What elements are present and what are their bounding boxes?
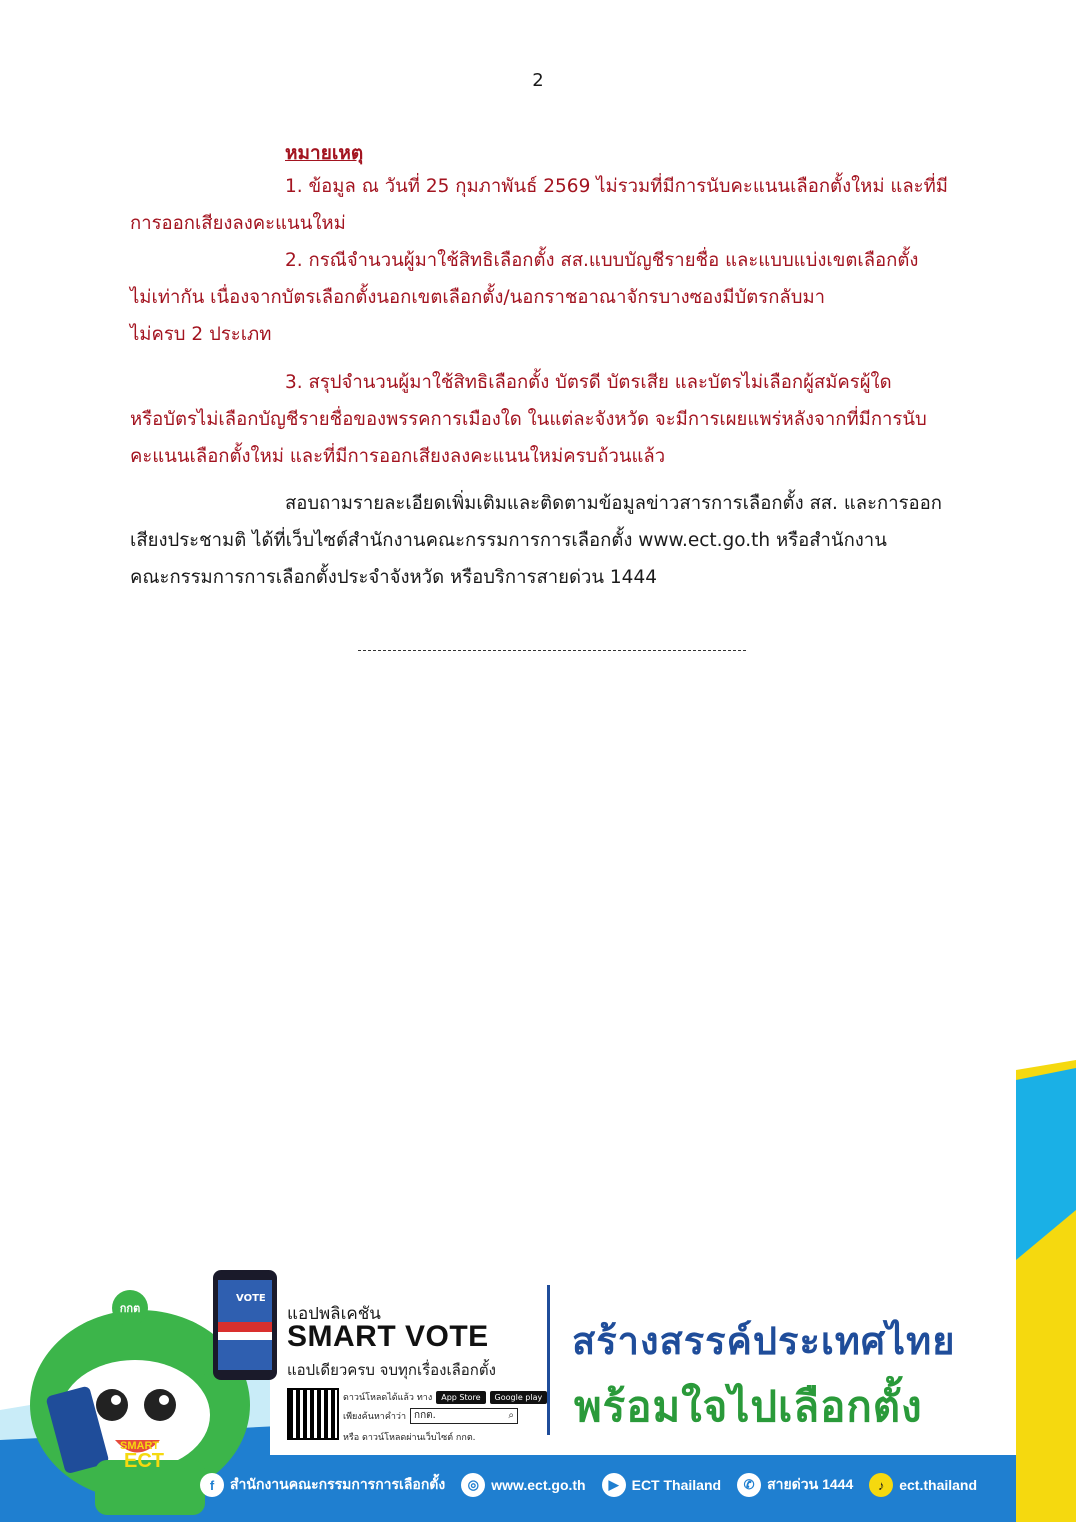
search-row: [343, 1408, 518, 1424]
notes-heading: หมายเหตุ: [285, 142, 364, 164]
youtube-label: ECT Thailand: [631, 1477, 722, 1493]
app-store-button[interactable]: App Store: [436, 1391, 485, 1404]
tiktok-icon: ♪: [869, 1473, 893, 1497]
contact-paragraph: [130, 485, 975, 596]
mascot-label-smart: SMART: [120, 1440, 160, 1452]
page-number: 2: [532, 70, 544, 91]
note-item-3-line-3: คะแนนเลือกตั้งใหม่ และที่มีการออกเสียงลงคะแนนใหม่ครบถ้วนแล้ว: [130, 446, 666, 467]
google-play-button[interactable]: Google play: [490, 1391, 548, 1404]
contact-line-1: สอบถามรายละเอียดเพิ่มเติมและติดตามข้อมูลข่าวสารการเลือกตั้ง สส. และการออก: [285, 493, 942, 514]
phone-logo: VOTE: [236, 1293, 266, 1304]
website-label: www.ect.go.th: [491, 1477, 586, 1493]
banner-headline-1: สร้างสรรค์ประเทศไทย: [572, 1319, 956, 1363]
youtube-link[interactable]: [602, 1473, 721, 1497]
banner-vertical-divider: [547, 1285, 550, 1435]
app-tagline: แอปเดียวครบ จบทุกเรื่องเลือกตั้ง: [287, 1361, 496, 1379]
download-label: ดาวน์โหลดได้แล้ว ทาง: [343, 1393, 433, 1403]
search-value: กกต.: [414, 1410, 436, 1421]
note-item-2-line-1: 2. กรณีจำนวนผู้มาใช้สิทธิเลือกตั้ง สส.แบบบัญชีรายชื่อ และแบบแบ่งเขตเลือกตั้ง: [285, 250, 919, 271]
section-divider: [358, 650, 746, 651]
facebook-icon: f: [200, 1473, 224, 1497]
globe-icon: ◎: [461, 1473, 485, 1497]
app-label: แอปพลิเคชัน: [287, 1304, 381, 1324]
website-download-text: หรือ ดาวน์โหลดผ่านเว็บไซต์ กกต.: [343, 1433, 476, 1443]
note-item-3-line-2: หรือบัตรไม่เลือกบัญชีรายชื่อของพรรคการเมืองใด ในแต่ละจังหวัด จะมีการเผยแพร่หลังจากที่มีการนับ: [130, 409, 927, 430]
note-item-1-line-1: 1. ข้อมูล ณ วันที่ 25 กุมภาพันธ์ 2569 ไม่รวมที่มีการนับคะแนนเลือกตั้งใหม่ และที่มี: [285, 176, 948, 197]
search-icon: ⌕: [508, 1410, 515, 1421]
play-icon: ▶: [602, 1473, 626, 1497]
note-item-1-line-2: การออกเสียงลงคะแนนใหม่: [130, 213, 346, 234]
search-label: เพียงค้นหาคำว่า: [343, 1412, 407, 1422]
tiktok-label: ect.thailand: [899, 1477, 978, 1493]
banner-headline-2: พร้อมใจไปเลือกตั้ง: [574, 1382, 923, 1431]
hotline-label: สายด่วน 1444: [767, 1476, 854, 1492]
note-item-2-line-2: ไม่เท่ากัน เนื่องจากบัตรเลือกตั้งนอกเขตเลือกตั้ง/นอกราชอาณาจักรบางซองมีบัตรกลับมา: [130, 287, 826, 308]
facebook-link[interactable]: [200, 1473, 445, 1497]
mascot-badge: กกต: [112, 1290, 148, 1326]
download-row: [343, 1390, 547, 1404]
app-name: SMART VOTE: [287, 1320, 489, 1353]
facebook-label: สำนักงานคณะกรรมการการเลือกตั้ง: [230, 1476, 446, 1492]
social-footer-bar: [200, 1468, 985, 1502]
note-item-1: [130, 168, 975, 242]
tiktok-link[interactable]: [869, 1473, 977, 1497]
hotline-link[interactable]: [737, 1473, 853, 1497]
contact-line-3: คณะกรรมการการเลือกตั้งประจำจังหวัด หรือบริการสายด่วน 1444: [130, 567, 657, 588]
search-box: [410, 1408, 518, 1424]
note-item-2-line-3: ไม่ครบ 2 ประเภท: [130, 324, 272, 345]
website-link[interactable]: [461, 1473, 585, 1497]
note-item-2: [130, 242, 975, 353]
phone-icon: ✆: [737, 1473, 761, 1497]
note-item-3-line-1: 3. สรุปจำนวนผู้มาใช้สิทธิเลือกตั้ง บัตรดี บัตรเสีย และบัตรไม่เลือกผู้สมัครผู้ใด: [285, 372, 892, 393]
mascot-label-ect: ECT: [124, 1450, 164, 1472]
note-item-3: [130, 364, 975, 475]
qr-code[interactable]: [287, 1388, 339, 1440]
phone-illustration: [213, 1270, 277, 1380]
contact-line-2: เสียงประชามติ ได้ที่เว็บไซต์สำนักงานคณะกรรมการการเลือกตั้ง www.ect.go.th หรือสำนักงาน: [130, 530, 887, 551]
